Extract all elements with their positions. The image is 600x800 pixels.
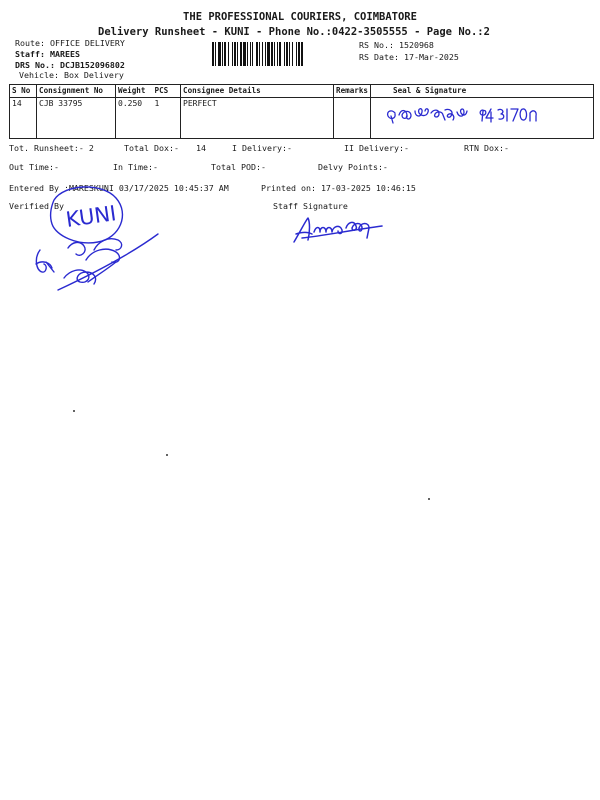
delvy-points: Delvy Points:- — [318, 162, 388, 172]
staff-label: Staff: MAREES — [15, 49, 80, 59]
cell-consignee: PERFECT — [181, 98, 334, 139]
col-consignee: Consignee Details — [181, 85, 334, 98]
printed-on: Printed on: 17-03-2025 10:46:15 — [261, 183, 416, 193]
table-row — [10, 98, 594, 139]
col-weight: Weight — [116, 85, 153, 98]
handwritten-seal-signature — [373, 99, 583, 129]
col-sno: S No — [10, 85, 37, 98]
stamp-text: KUNI — [64, 201, 118, 232]
cell-seal-signature — [371, 98, 594, 139]
rtn-dox: RTN Dox:- — [464, 143, 509, 153]
total-pod: Total POD:- — [211, 162, 266, 172]
i-delivery: I Delivery:- — [232, 143, 292, 153]
total-dox-value: 14 — [196, 143, 206, 153]
out-time: Out Time:- — [9, 162, 59, 172]
verified-by-label: Verified By — [9, 201, 64, 211]
staff-signature-label: Staff Signature — [273, 201, 348, 211]
cell-consignment: CJB 33795 — [37, 98, 116, 139]
ii-delivery: II Delivery:- — [344, 143, 409, 153]
vehicle-label: Vehicle: Box Delivery — [19, 70, 124, 80]
verified-signature — [28, 220, 168, 300]
in-time: In Time:- — [113, 162, 158, 172]
total-dox-label: Total Dox:- — [124, 143, 179, 153]
scan-speck — [73, 410, 75, 412]
cell-pcs: 1 — [153, 98, 181, 139]
col-pcs: PCS — [153, 85, 181, 98]
rs-number: RS No.: 1520968 — [359, 40, 434, 50]
total-runsheet: Tot. Runsheet:- 2 — [9, 143, 94, 153]
table-header-row — [10, 85, 594, 98]
scan-speck — [166, 454, 168, 456]
cell-weight: 0.250 — [116, 98, 153, 139]
barcode — [212, 42, 342, 66]
entered-by: Entered By :MARESKUNI 03/17/2025 10:45:37 AM — [9, 183, 229, 193]
staff-signature — [288, 208, 398, 248]
route-label: Route: OFFICE DELIVERY — [15, 38, 125, 48]
col-remarks: Remarks — [334, 85, 371, 98]
scan-speck — [428, 498, 430, 500]
cell-sno: 14 — [10, 98, 37, 139]
consignment-table — [9, 84, 594, 139]
col-consignment: Consignment No — [37, 85, 116, 98]
runsheet-title: Delivery Runsheet - KUNI - Phone No.:0422-3505555 - Page No.:2 — [98, 26, 490, 38]
drs-number: DRS No.: DCJB152096802 — [15, 60, 125, 70]
cell-remarks — [334, 98, 371, 139]
company-name: THE PROFESSIONAL COURIERS, COIMBATORE — [183, 11, 417, 23]
rs-date: RS Date: 17-Mar-2025 — [359, 52, 459, 62]
col-seal: Seal & Signature — [371, 85, 594, 98]
